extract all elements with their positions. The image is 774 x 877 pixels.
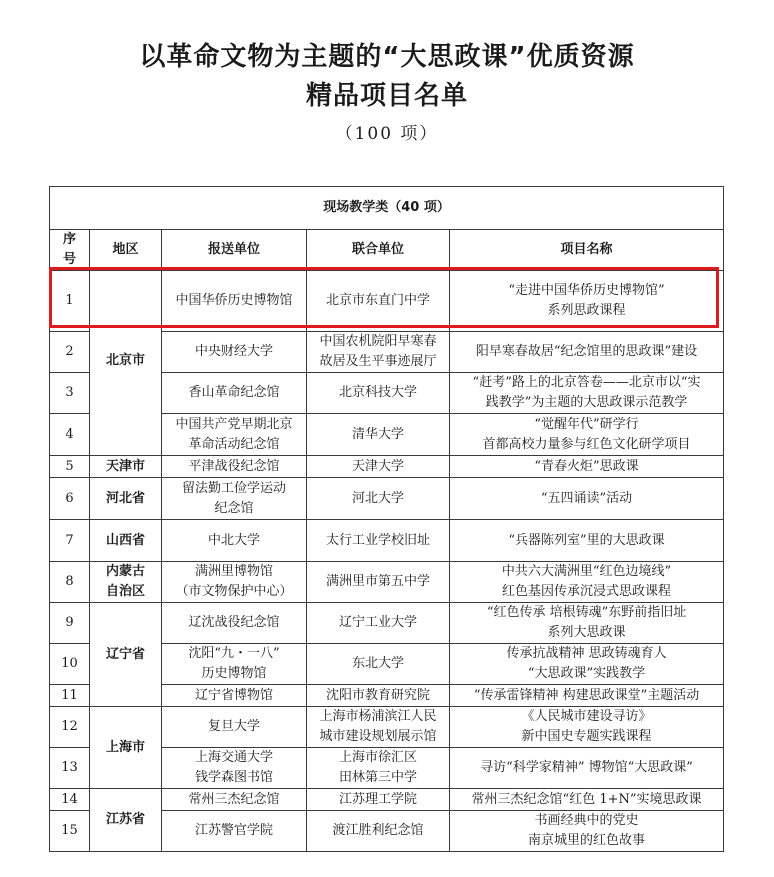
project-cell-line: 中共六大满洲里“红色边境线”: [501, 564, 672, 579]
submitter-cell-line: 复旦大学: [207, 719, 260, 734]
partner-cell: [307, 685, 450, 707]
submitter-cell-line: 平津战役纪念馆: [188, 458, 280, 474]
region-label: 江苏省: [105, 812, 145, 827]
submitter-cell-line: 留法勤工俭学运动: [181, 480, 286, 496]
submitter-cell-line: 纪念馆: [214, 500, 254, 516]
submitter-cell: [162, 478, 307, 520]
region-label: 内蒙古: [105, 564, 145, 579]
partner-cell-line: 太行工业学校旧址: [325, 532, 430, 548]
submitter-cell: [162, 603, 307, 644]
partner-cell: [307, 811, 450, 852]
submitter-cell-line: 中国华侨历史博物馆: [175, 293, 293, 308]
submitter-cell: [162, 332, 307, 373]
partner-cell-line: 北京市东直门中学: [325, 293, 430, 308]
project-cell-line: 常州三杰纪念馆“红色 1+N”实境思政课: [471, 791, 702, 807]
row-number: 15: [50, 811, 90, 852]
project-cell-line: 寻访“科学家精神” 博物馆“大思政课”: [480, 760, 693, 775]
project-cell-line: 首都高校力量参与红色文化研学项目: [482, 436, 691, 452]
region-shanghai: [90, 707, 162, 789]
project-cell-line: “五四诵读”活动: [540, 490, 633, 506]
submitter-cell-line: 香山革命纪念馆: [188, 385, 280, 400]
table-row: [50, 707, 724, 748]
table-row: [50, 603, 724, 644]
project-cell-line: 红色基因传承沉浸式思政课程: [502, 584, 672, 599]
project-cell: [450, 811, 724, 852]
region-tianjin: [90, 456, 162, 478]
partner-cell-line: 北京科技大学: [338, 385, 417, 400]
document-title-line-2: 精品项目名单: [305, 81, 468, 111]
partner-cell-line: 田林第三中学: [338, 770, 417, 785]
project-list-table: [49, 186, 724, 852]
partner-cell: [307, 562, 450, 603]
partner-cell: [307, 707, 450, 748]
row-number: 7: [50, 520, 90, 562]
project-cell: [450, 414, 724, 456]
project-cell: [450, 373, 724, 414]
partner-cell: [307, 373, 450, 414]
partner-cell-line: 上海市杨浦滨江人民: [319, 709, 437, 724]
partner-cell-line: 中国农机院阳早寒春: [319, 334, 437, 349]
row-number: 8: [50, 562, 90, 603]
document-title-line-1: 以革命文物为主题的“大思政课”优质资源: [139, 42, 635, 72]
row-number: 5: [50, 456, 90, 478]
partner-cell-line: 河北大学: [351, 490, 404, 506]
project-cell-line: 南京城里的红色故事: [528, 833, 646, 848]
submitter-cell-line: （市文物保护中心）: [175, 584, 293, 599]
project-cell-line: 《人民城市建设寻访》: [521, 709, 652, 724]
project-cell: [450, 789, 724, 811]
partner-cell-line: 江苏理工学院: [338, 791, 417, 807]
submitter-cell: [162, 789, 307, 811]
region-jiangsu: [90, 789, 162, 852]
project-cell: [450, 332, 724, 373]
project-cell-line: 系列大思政课: [547, 625, 626, 640]
submitter-cell-line: 中北大学: [207, 532, 260, 548]
region-label: 河北省: [105, 490, 145, 506]
region-beijing: [90, 271, 162, 456]
col-header-seq-line1: 序: [62, 232, 76, 247]
region-label: 天津市: [105, 458, 145, 474]
col-header-submitter: 报送单位: [162, 230, 307, 271]
col-header-region: 地区: [90, 230, 162, 271]
partner-cell-line: 天津大学: [351, 458, 404, 474]
project-cell-line: “走进中国华侨历史博物馆”: [508, 283, 665, 298]
project-cell-line: “青春火炬”思政课: [534, 458, 639, 474]
row-number: 2: [50, 332, 90, 373]
row-number: 13: [50, 748, 90, 789]
region-label: 山西省: [105, 532, 145, 548]
project-count: （100 项）: [335, 124, 439, 144]
project-cell-line: “大思政课”实践教学: [527, 666, 646, 681]
col-header-project: 项目名称: [450, 230, 724, 271]
row-number: 6: [50, 478, 90, 520]
submitter-cell-line: 上海交通大学: [194, 750, 273, 765]
project-cell: [450, 562, 724, 603]
region-label: 辽宁省: [105, 646, 145, 662]
table-row: [50, 789, 724, 811]
project-cell-line: 新中国史专题实践课程: [521, 729, 652, 744]
partner-cell-line: 满洲里市第五中学: [325, 574, 430, 589]
row-number: 11: [50, 685, 90, 707]
section-title: 现场教学类（40 项）: [50, 187, 724, 230]
project-cell-line: 阳早寒春故居“纪念馆里的思政课”建设: [475, 344, 698, 359]
region-neimenggu: [90, 562, 162, 603]
submitter-cell-line: 中央财经大学: [194, 344, 273, 359]
table-row: [50, 456, 724, 478]
project-cell-line: 书画经典中的党史: [534, 813, 639, 828]
submitter-cell-line: 满洲里博物馆: [194, 564, 273, 579]
partner-cell: [307, 644, 450, 685]
col-header-seq-line2: 号: [62, 252, 76, 267]
partner-cell-line: 辽宁工业大学: [338, 615, 417, 630]
submitter-cell: [162, 456, 307, 478]
submitter-cell-line: 辽沈战役纪念馆: [188, 615, 280, 630]
submitter-cell-line: 历史博物馆: [201, 666, 267, 681]
region-liaoning: [90, 603, 162, 707]
project-cell-line: 系列思政课程: [547, 303, 626, 318]
submitter-cell: [162, 562, 307, 603]
submitter-cell: [162, 811, 307, 852]
partner-cell-line: 沈阳市教育研究院: [325, 687, 430, 703]
partner-cell-line: 渡江胜利纪念馆: [332, 823, 424, 838]
partner-cell-line: 上海市徐汇区: [338, 750, 417, 765]
partner-cell: [307, 748, 450, 789]
row-number: 14: [50, 789, 90, 811]
submitter-cell-line: 钱学森图书馆: [194, 770, 273, 785]
partner-cell: [307, 603, 450, 644]
submitter-cell: [162, 520, 307, 562]
project-cell: [450, 644, 724, 685]
submitter-cell: [162, 707, 307, 748]
project-cell: [450, 456, 724, 478]
partner-cell: [307, 414, 450, 456]
row-number: 1: [50, 271, 90, 332]
partner-cell-line: 城市建设规划展示馆: [319, 729, 437, 744]
project-cell: [450, 520, 724, 562]
partner-cell: [307, 456, 450, 478]
project-cell-line: “觉醒年代”研学行: [534, 416, 639, 432]
partner-cell: [307, 520, 450, 562]
col-header-seq: [50, 230, 90, 271]
row-number: 10: [50, 644, 90, 685]
project-cell: [450, 707, 724, 748]
region-label: 上海市: [105, 739, 145, 755]
submitter-cell: [162, 373, 307, 414]
project-cell: [450, 478, 724, 520]
submitter-cell: [162, 748, 307, 789]
table-row: [50, 562, 724, 603]
project-cell-line: 践教学”为主题的大思政课示范教学: [485, 395, 688, 410]
submitter-cell-line: 江苏警官学院: [194, 823, 273, 838]
partner-cell: [307, 271, 450, 332]
partner-cell: [307, 789, 450, 811]
region-shanxi: [90, 520, 162, 562]
section-row: [50, 187, 724, 230]
project-cell: [450, 748, 724, 789]
submitter-cell: [162, 644, 307, 685]
partner-cell: [307, 478, 450, 520]
project-cell-line: “赶考”路上的北京答卷——北京市以“实: [472, 375, 701, 390]
partner-cell-line: 东北大学: [351, 656, 404, 671]
project-cell-line: “红色传承 培根铸魂”东野前指旧址: [486, 605, 687, 620]
col-header-partner: 联合单位: [307, 230, 450, 271]
region-label: 北京市: [105, 353, 145, 368]
submitter-cell-line: 中国共产党早期北京: [175, 416, 293, 432]
row-number: 3: [50, 373, 90, 414]
project-cell-line: “传承雷锋精神 构建思政课堂”主题活动: [473, 687, 700, 703]
table-row: [50, 478, 724, 520]
submitter-cell: [162, 685, 307, 707]
project-cell: [450, 685, 724, 707]
submitter-cell-line: 常州三杰纪念馆: [188, 791, 280, 807]
partner-cell: [307, 332, 450, 373]
submitter-cell: [162, 414, 307, 456]
project-cell: [450, 603, 724, 644]
partner-cell-line: 清华大学: [351, 426, 404, 442]
region-label: 自治区: [105, 584, 145, 599]
table-row: [50, 520, 724, 562]
partner-cell-line: 故居及生平事迹展厅: [319, 354, 437, 369]
project-cell-line: “兵器陈列室”里的大思政课: [508, 532, 665, 548]
submitter-cell-line: 革命活动纪念馆: [188, 436, 280, 452]
row-number: 9: [50, 603, 90, 644]
region-hebei: [90, 478, 162, 520]
row-number: 12: [50, 707, 90, 748]
row-number: 4: [50, 414, 90, 456]
table-header-row: [50, 230, 724, 271]
submitter-cell-line: 辽宁省博物馆: [194, 687, 273, 703]
project-cell: [450, 271, 724, 332]
table-row: [50, 271, 724, 332]
project-cell-line: 传承抗战精神 思政铸魂育人: [506, 646, 667, 661]
submitter-cell-line: 沈阳“九・一八”: [188, 646, 280, 661]
submitter-cell: [162, 271, 307, 332]
